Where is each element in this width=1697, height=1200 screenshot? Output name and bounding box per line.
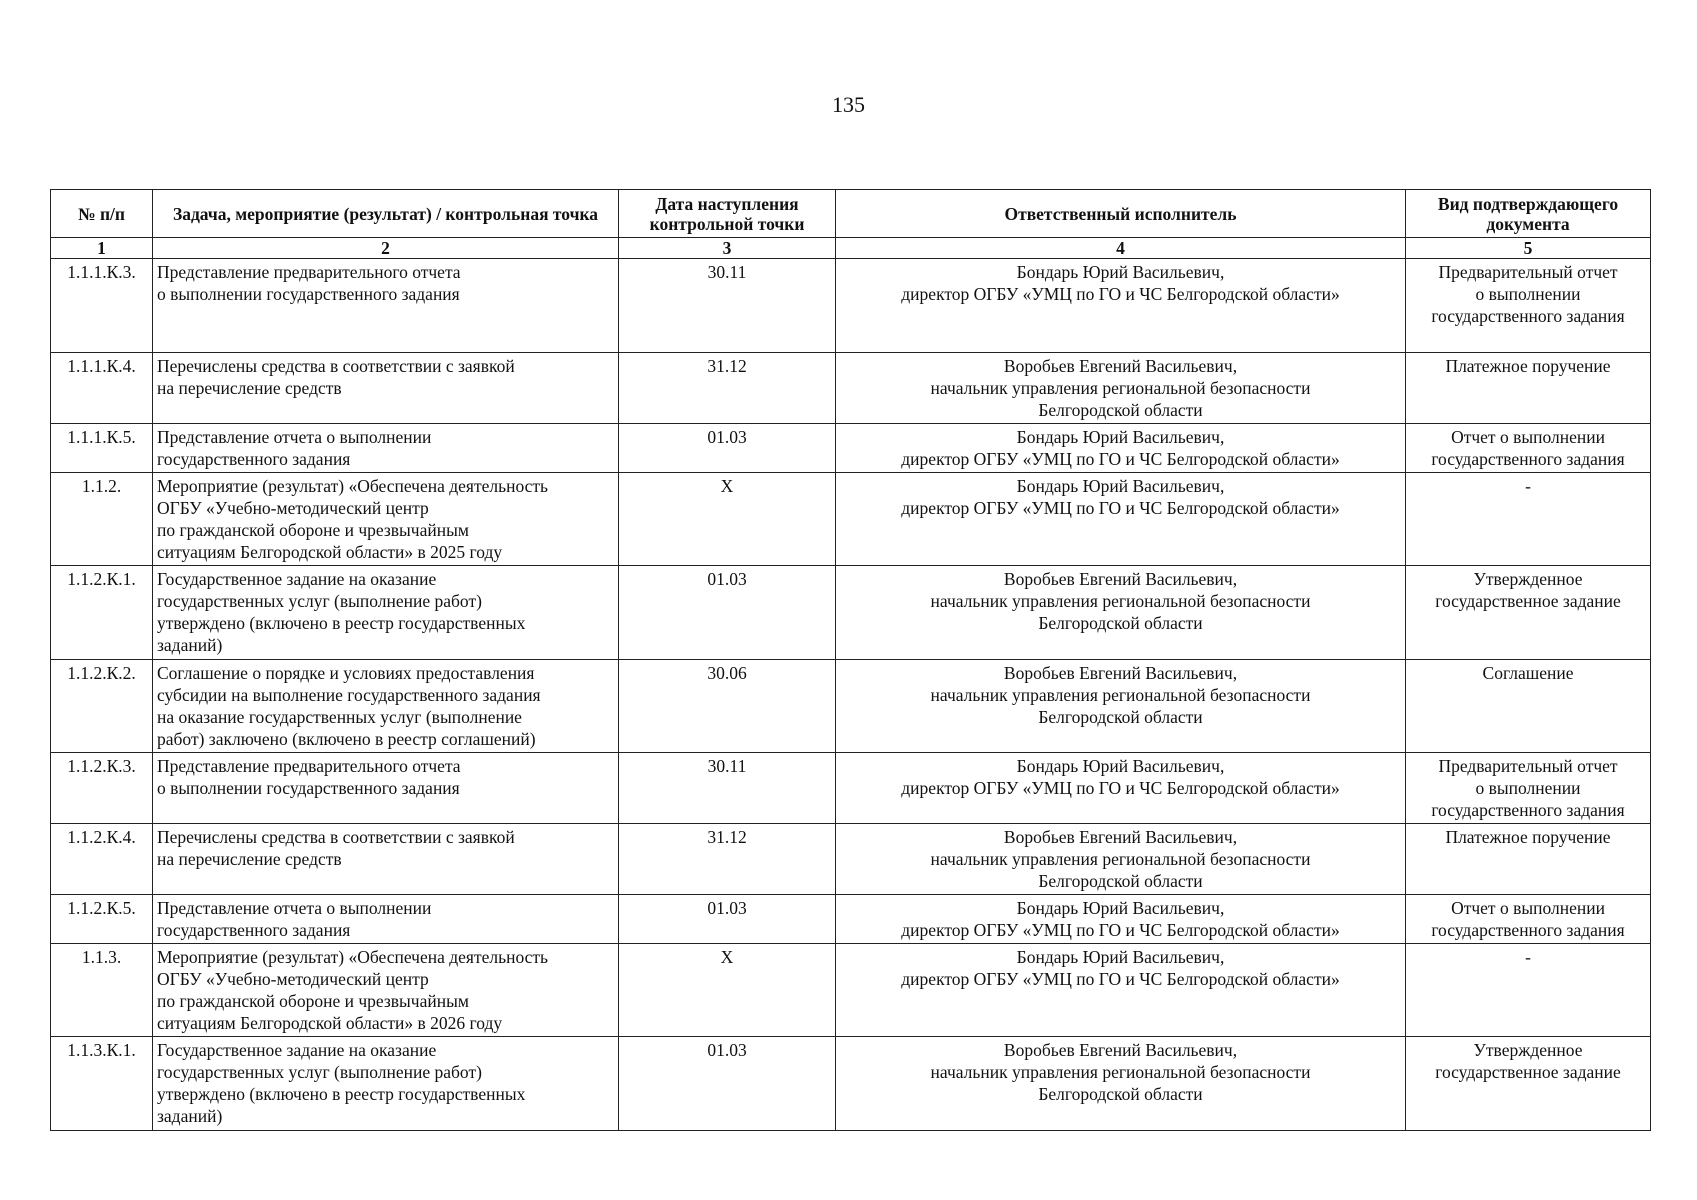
responsible-executor bbox=[836, 566, 1406, 660]
responsible-executor-line: Белгородской области bbox=[1038, 871, 1203, 891]
control-date: 01.03 bbox=[619, 895, 836, 944]
responsible-executor-line: Воробьев Евгений Васильевич, bbox=[1003, 569, 1238, 589]
confirming-document-line: Утвержденное bbox=[1473, 569, 1583, 589]
confirming-document bbox=[1406, 424, 1651, 473]
row-number: 1.1.1.К.3. bbox=[51, 259, 153, 353]
task-text bbox=[153, 1037, 619, 1131]
row-number: 1.1.2.К.4. bbox=[51, 824, 153, 895]
responsible-executor-line: директор ОГБУ «УМЦ по ГО и ЧС Белгородской области» bbox=[901, 284, 1340, 304]
task-text-line: Перечислены средства в соответствии с заявкой bbox=[157, 827, 515, 847]
confirming-document bbox=[1406, 660, 1651, 753]
table-body bbox=[51, 259, 1651, 1131]
row-number: 1.1.2.К.2. bbox=[51, 660, 153, 753]
task-text bbox=[153, 424, 619, 473]
responsible-executor-line: Бондарь Юрий Васильевич, bbox=[1016, 756, 1225, 776]
responsible-executor-line: начальник управления региональной безопасности bbox=[930, 378, 1311, 398]
task-text-line: Государственное задание на оказание bbox=[157, 569, 437, 589]
control-date: 01.03 bbox=[619, 566, 836, 660]
task-text-line: о выполнении государственного задания bbox=[157, 284, 460, 304]
table-row bbox=[51, 566, 1651, 660]
task-text-line: Представление предварительного отчета bbox=[157, 756, 461, 776]
task-text bbox=[153, 566, 619, 660]
task-text bbox=[153, 660, 619, 753]
confirming-document bbox=[1406, 895, 1651, 944]
row-number: 1.1.2.К.3. bbox=[51, 753, 153, 824]
responsible-executor-line: начальник управления региональной безопасности bbox=[930, 1062, 1311, 1082]
responsible-executor-line: начальник управления региональной безопасности bbox=[930, 591, 1311, 611]
header-row bbox=[51, 190, 1651, 238]
task-text bbox=[153, 824, 619, 895]
task-text-line: утверждено (включено в реестр государственных bbox=[157, 1084, 526, 1104]
header-date: Дата наступления контрольной точки bbox=[619, 190, 836, 238]
task-text-line: Представление отчета о выполнении bbox=[157, 898, 432, 918]
responsible-executor-line: Бондарь Юрий Васильевич, bbox=[1016, 898, 1225, 918]
task-text-line: государственного задания bbox=[157, 449, 351, 469]
task-text-line: утверждено (включено в реестр государственных bbox=[157, 613, 526, 633]
task-text-line: субсидии на выполнение государственного задания bbox=[157, 685, 541, 705]
responsible-executor-line: Белгородской области bbox=[1038, 400, 1203, 420]
responsible-executor bbox=[836, 895, 1406, 944]
confirming-document-line: - bbox=[1525, 476, 1531, 496]
responsible-executor bbox=[836, 424, 1406, 473]
table-row bbox=[51, 473, 1651, 566]
responsible-executor bbox=[836, 824, 1406, 895]
table-row bbox=[51, 895, 1651, 944]
control-date: 30.11 bbox=[619, 259, 836, 353]
task-text-line: Государственное задание на оказание bbox=[157, 1040, 437, 1060]
table-row bbox=[51, 259, 1651, 353]
responsible-executor bbox=[836, 353, 1406, 424]
row-number: 1.1.1.К.5. bbox=[51, 424, 153, 473]
task-text-line: Представление предварительного отчета bbox=[157, 262, 461, 282]
control-date: 01.03 bbox=[619, 424, 836, 473]
confirming-document bbox=[1406, 824, 1651, 895]
task-text-line: государственного задания bbox=[157, 920, 351, 940]
confirming-document-line: государственное задание bbox=[1435, 591, 1621, 611]
confirming-document-line: Платежное поручение bbox=[1445, 827, 1611, 847]
task-text-line: ОГБУ «Учебно-методический центр bbox=[157, 498, 429, 518]
responsible-executor-line: начальник управления региональной безопасности bbox=[930, 685, 1311, 705]
control-date: 31.12 bbox=[619, 824, 836, 895]
task-text bbox=[153, 753, 619, 824]
confirming-document-line: государственного задания bbox=[1431, 920, 1625, 940]
task-text-line: Мероприятие (результат) «Обеспечена деятельность bbox=[157, 476, 549, 496]
task-text-line: ситуациям Белгородской области» в 2026 году bbox=[157, 1013, 503, 1033]
control-date: 01.03 bbox=[619, 1037, 836, 1131]
header-document: Вид подтверждающего документа bbox=[1406, 190, 1651, 238]
table-row bbox=[51, 1037, 1651, 1131]
column-number: 4 bbox=[836, 238, 1406, 259]
task-text bbox=[153, 259, 619, 353]
responsible-executor-line: директор ОГБУ «УМЦ по ГО и ЧС Белгородской области» bbox=[901, 969, 1340, 989]
responsible-executor-line: Белгородской области bbox=[1038, 1084, 1203, 1104]
responsible-executor-line: Воробьев Евгений Васильевич, bbox=[1003, 1040, 1238, 1060]
confirming-document bbox=[1406, 566, 1651, 660]
row-number: 1.1.3. bbox=[51, 944, 153, 1037]
row-number: 1.1.2.К.1. bbox=[51, 566, 153, 660]
row-number: 1.1.1.К.4. bbox=[51, 353, 153, 424]
confirming-document bbox=[1406, 259, 1651, 353]
confirming-document-line: государственного задания bbox=[1431, 306, 1625, 326]
confirming-document bbox=[1406, 473, 1651, 566]
responsible-executor-line: Белгородской области bbox=[1038, 613, 1203, 633]
task-text-line: по гражданской обороне и чрезвычайным bbox=[157, 991, 469, 1011]
task-text-line: на перечисление средств bbox=[157, 378, 342, 398]
task-text-line: по гражданской обороне и чрезвычайным bbox=[157, 520, 469, 540]
task-text-line: на перечисление средств bbox=[157, 849, 342, 869]
confirming-document bbox=[1406, 753, 1651, 824]
control-points-table bbox=[50, 189, 1651, 1131]
responsible-executor-line: Бондарь Юрий Васильевич, bbox=[1016, 947, 1225, 967]
confirming-document bbox=[1406, 1037, 1651, 1131]
responsible-executor-line: Воробьев Евгений Васильевич, bbox=[1003, 356, 1238, 376]
responsible-executor-line: директор ОГБУ «УМЦ по ГО и ЧС Белгородской области» bbox=[901, 920, 1340, 940]
table-row bbox=[51, 753, 1651, 824]
confirming-document bbox=[1406, 944, 1651, 1037]
confirming-document-line: Соглашение bbox=[1482, 663, 1574, 683]
table-row bbox=[51, 424, 1651, 473]
confirming-document-line: - bbox=[1525, 947, 1531, 967]
control-date: 30.11 bbox=[619, 753, 836, 824]
task-text-line: Мероприятие (результат) «Обеспечена деятельность bbox=[157, 947, 549, 967]
task-text-line: о выполнении государственного задания bbox=[157, 778, 460, 798]
row-number: 1.1.3.К.1. bbox=[51, 1037, 153, 1131]
confirming-document-line: Предварительный отчет bbox=[1438, 756, 1618, 776]
task-text-line: ситуациям Белгородской области» в 2025 году bbox=[157, 542, 503, 562]
header-responsible: Ответственный исполнитель bbox=[836, 190, 1406, 238]
row-number: 1.1.2.К.5. bbox=[51, 895, 153, 944]
responsible-executor bbox=[836, 1037, 1406, 1131]
header-number: № п/п bbox=[51, 190, 153, 238]
control-date: 31.12 bbox=[619, 353, 836, 424]
confirming-document-line: Отчет о выполнении bbox=[1451, 427, 1605, 447]
responsible-executor bbox=[836, 660, 1406, 753]
confirming-document bbox=[1406, 353, 1651, 424]
task-text bbox=[153, 473, 619, 566]
responsible-executor bbox=[836, 259, 1406, 353]
column-number-row bbox=[51, 238, 1651, 259]
confirming-document-line: Платежное поручение bbox=[1445, 356, 1611, 376]
table-row bbox=[51, 353, 1651, 424]
responsible-executor-line: начальник управления региональной безопасности bbox=[930, 849, 1311, 869]
responsible-executor-line: Воробьев Евгений Васильевич, bbox=[1003, 663, 1238, 683]
column-number: 2 bbox=[153, 238, 619, 259]
control-date: Х bbox=[619, 473, 836, 566]
task-text-line: работ) заключено (включено в реестр соглашений) bbox=[157, 729, 536, 749]
responsible-executor-line: директор ОГБУ «УМЦ по ГО и ЧС Белгородской области» bbox=[901, 449, 1340, 469]
task-text-line: Представление отчета о выполнении bbox=[157, 427, 432, 447]
task-text bbox=[153, 944, 619, 1037]
control-date: Х bbox=[619, 944, 836, 1037]
column-number: 5 bbox=[1406, 238, 1651, 259]
control-date: 30.06 bbox=[619, 660, 836, 753]
confirming-document-line: Утвержденное bbox=[1473, 1040, 1583, 1060]
task-text-line: заданий) bbox=[157, 635, 223, 655]
responsible-executor-line: Воробьев Евгений Васильевич, bbox=[1003, 827, 1238, 847]
responsible-executor-line: директор ОГБУ «УМЦ по ГО и ЧС Белгородской области» bbox=[901, 498, 1340, 518]
row-number: 1.1.2. bbox=[51, 473, 153, 566]
confirming-document-line: государственного задания bbox=[1431, 449, 1625, 469]
confirming-document-line: государственное задание bbox=[1435, 1062, 1621, 1082]
responsible-executor-line: Бондарь Юрий Васильевич, bbox=[1016, 262, 1225, 282]
task-text-line: ОГБУ «Учебно-методический центр bbox=[157, 969, 429, 989]
table-row bbox=[51, 824, 1651, 895]
confirming-document-line: государственного задания bbox=[1431, 800, 1625, 820]
confirming-document-line: о выполнении bbox=[1475, 778, 1581, 798]
confirming-document-line: о выполнении bbox=[1475, 284, 1581, 304]
column-number: 3 bbox=[619, 238, 836, 259]
responsible-executor-line: директор ОГБУ «УМЦ по ГО и ЧС Белгородской области» bbox=[901, 778, 1340, 798]
task-text-line: Перечислены средства в соответствии с заявкой bbox=[157, 356, 515, 376]
responsible-executor-line: Белгородской области bbox=[1038, 707, 1203, 727]
header-task: Задача, мероприятие (результат) / контрольная точка bbox=[153, 190, 619, 238]
responsible-executor-line: Бондарь Юрий Васильевич, bbox=[1016, 476, 1225, 496]
responsible-executor bbox=[836, 944, 1406, 1037]
confirming-document-line: Отчет о выполнении bbox=[1451, 898, 1605, 918]
task-text-line: заданий) bbox=[157, 1106, 223, 1126]
task-text bbox=[153, 895, 619, 944]
responsible-executor bbox=[836, 473, 1406, 566]
column-number: 1 bbox=[51, 238, 153, 259]
confirming-document-line: Предварительный отчет bbox=[1438, 262, 1618, 282]
task-text bbox=[153, 353, 619, 424]
task-text-line: государственных услуг (выполнение работ) bbox=[157, 1062, 482, 1082]
page-number: 135 bbox=[832, 92, 865, 117]
table-row bbox=[51, 944, 1651, 1037]
task-text-line: на оказание государственных услуг (выполнение bbox=[157, 707, 522, 727]
responsible-executor-line: Бондарь Юрий Васильевич, bbox=[1016, 427, 1225, 447]
responsible-executor bbox=[836, 753, 1406, 824]
task-text-line: Соглашение о порядке и условиях предоставления bbox=[157, 663, 535, 683]
table-row bbox=[51, 660, 1651, 753]
task-text-line: государственных услуг (выполнение работ) bbox=[157, 591, 482, 611]
